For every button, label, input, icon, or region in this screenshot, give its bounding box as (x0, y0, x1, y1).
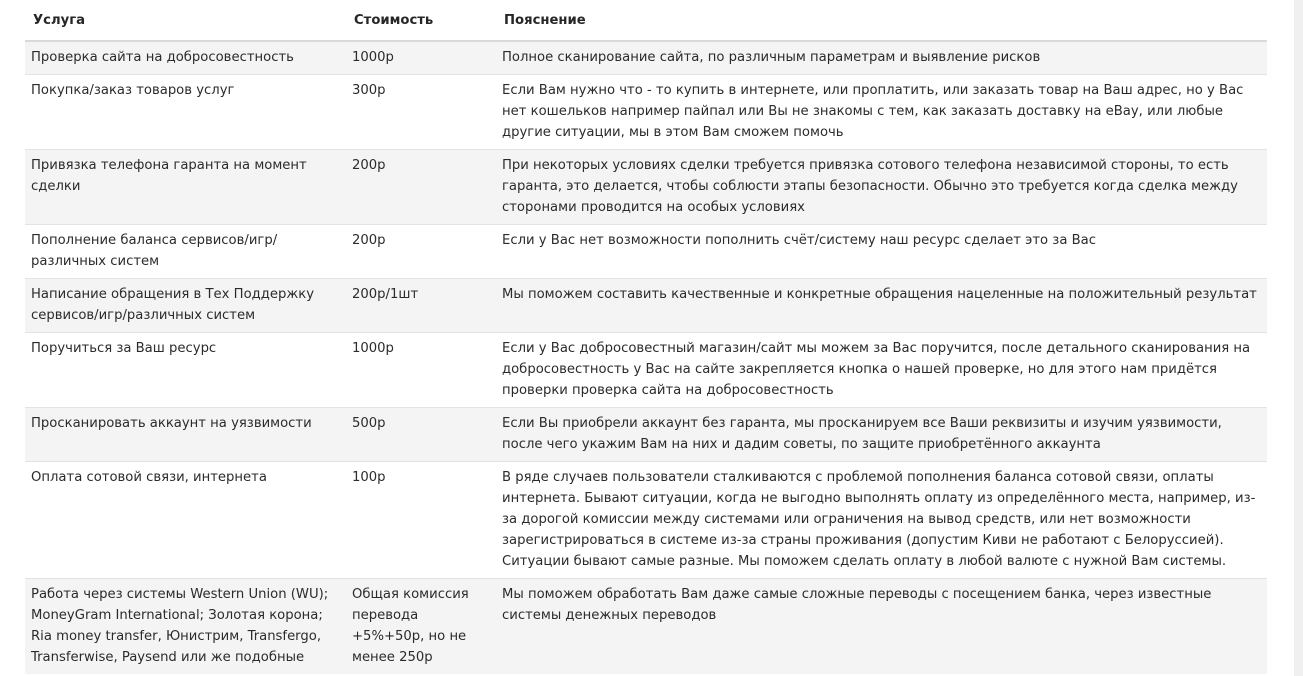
note-cell: Полное сканирование сайта, по различным параметрам и выявление рисков (496, 41, 1267, 75)
column-header-note: Пояснение (496, 0, 1267, 41)
service-cell: Оплата сотовой связи, интернета (25, 462, 346, 579)
note-cell: Мы поможем обработать Вам даже самые сложные переводы с посещением банка, через известные системы денежных переводов (496, 579, 1267, 675)
service-cell: Пополнение баланса сервисов/игр/различных систем (25, 225, 346, 279)
table-row (25, 408, 1267, 462)
table-row (25, 150, 1267, 225)
scrollbar-track[interactable] (1294, 0, 1303, 676)
services-table (25, 0, 1267, 674)
table-row (25, 462, 1267, 579)
services-table-container (25, 0, 1267, 674)
price-cell: Общая комиссия перевода +5%+50р, но не менее 250р (346, 579, 496, 675)
price-cell: 100р (346, 462, 496, 579)
table-row (25, 41, 1267, 75)
service-cell: Работа через системы Western Union (WU); MoneyGram International; Золотая корона; Ria money transfer, Юнистрим, Transfergo, Transferwise, Paysend или же подобные (25, 579, 346, 675)
table-header (25, 0, 1267, 41)
table-body (25, 41, 1267, 674)
note-cell: В ряде случаев пользователи сталкиваются с проблемой пополнения баланса сотовой связи, оплаты интернета. Бывают ситуации, когда не выгодно выполнять оплату из определённого места, например, из-за дорогой комиссии между системами или ограничения на вывод средств, или нет возможности зарегистрироваться в системе из-за страны проживания (допустим Киви не работают с Белоруссией). Ситуации бывают самые разные. Мы поможем сделать оплату в любой валюте с нужной Вам системы. (496, 462, 1267, 579)
table-row (25, 333, 1267, 408)
table-row (25, 579, 1267, 675)
note-cell: Если Вы приобрели аккаунт без гаранта, мы просканируем все Ваши реквизиты и изучим уязвимости, после чего укажим Вам на них и дадим советы, по защите приобретённого аккаунта (496, 408, 1267, 462)
note-cell: Если у Вас добросовестный магазин/сайт мы можем за Вас поручится, после детального сканирования на добросовестность у Вас на сайте закрепляется кнопка о нашей проверке, но для этого нам придётся проверки проверка сайта на добросовестность (496, 333, 1267, 408)
note-cell: Если у Вас нет возможности пополнить счёт/систему наш ресурс сделает это за Вас (496, 225, 1267, 279)
table-row (25, 225, 1267, 279)
table-row (25, 75, 1267, 150)
price-cell: 500р (346, 408, 496, 462)
service-cell: Покупка/заказ товаров услуг (25, 75, 346, 150)
service-cell: Проверка сайта на добросовестность (25, 41, 346, 75)
price-cell: 200р (346, 150, 496, 225)
price-cell: 200р (346, 225, 496, 279)
column-header-price: Стоимость (346, 0, 496, 41)
note-cell: Если Вам нужно что - то купить в интернете, или проплатить, или заказать товар на Ваш адрес, но у Вас нет кошельков например пайпал или Вы не знакомы с тем, как заказать доставку на eBay, или любые другие ситуации, мы в этом Вам сможем помочь (496, 75, 1267, 150)
price-cell: 1000р (346, 41, 496, 75)
service-cell: Поручиться за Ваш ресурс (25, 333, 346, 408)
header-row (25, 0, 1267, 41)
note-cell: При некоторых условиях сделки требуется привязка сотового телефона независимой стороны, то есть гаранта, это делается, чтобы соблюсти этапы безопасности. Обычно это требуется когда сделка между сторонами проводится на особых условиях (496, 150, 1267, 225)
service-cell: Написание обращения в Тех Поддержку сервисов/игр/различных систем (25, 279, 346, 333)
note-cell: Мы поможем составить качественные и конкретные обращения нацеленные на положительный результат (496, 279, 1267, 333)
price-cell: 200р/1шт (346, 279, 496, 333)
table-row (25, 279, 1267, 333)
price-cell: 300р (346, 75, 496, 150)
service-cell: Просканировать аккаунт на уязвимости (25, 408, 346, 462)
column-header-service: Услуга (25, 0, 346, 41)
service-cell: Привязка телефона гаранта на момент сделки (25, 150, 346, 225)
price-cell: 1000р (346, 333, 496, 408)
